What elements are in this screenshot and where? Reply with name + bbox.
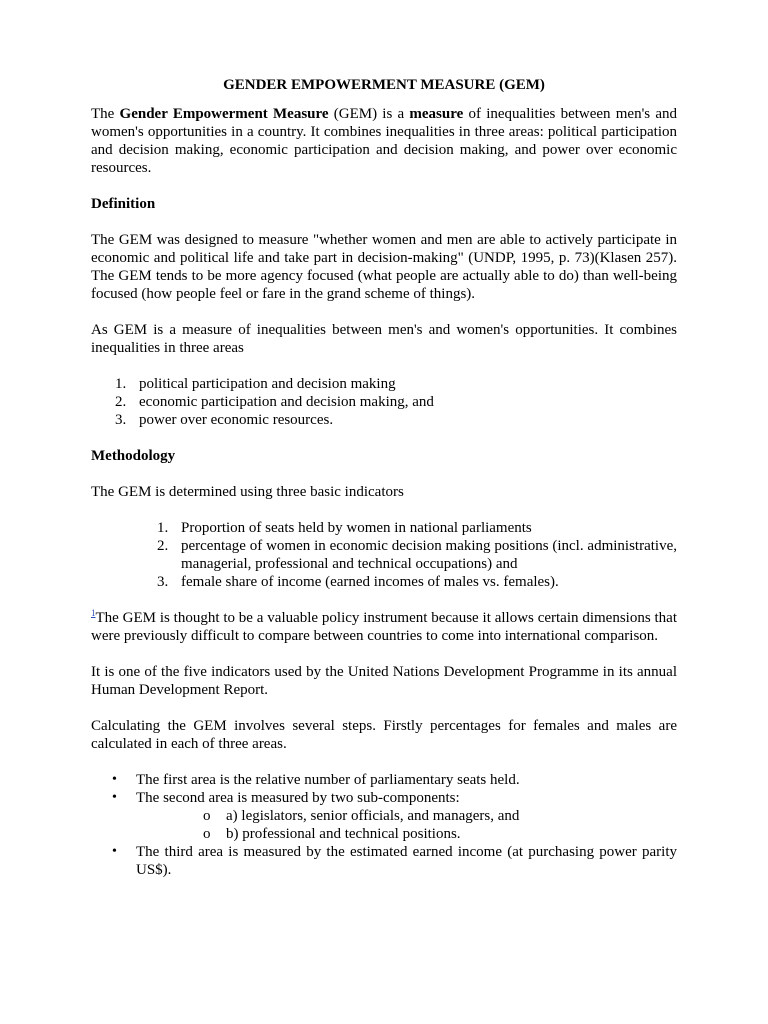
list-item-text: power over economic resources.: [139, 412, 334, 428]
list-item: [91, 771, 677, 789]
list-number: 2.: [115, 394, 127, 410]
intro-text: (GEM) is a: [328, 106, 410, 122]
bullet-icon: •: [112, 772, 117, 787]
methodology-heading: Methodology: [91, 448, 176, 464]
list-item: [91, 375, 677, 393]
list-item-text: female share of income (earned incomes of males vs. females).: [181, 574, 559, 590]
definition-paragraph: The GEM was designed to measure "whether women and men are able to actively participate in economic and political life and take part in decision-making" (UNDP, 1995, p. 73)(Klasen 257). The GEM tends to be more agency focused (what people are actually able to do) than well-being focused (how people feel or fare in the grand scheme of things).: [91, 232, 677, 302]
page-title: GENDER EMPOWERMENT MEASURE (GEM): [223, 77, 545, 93]
list-item-text: The first area is the relative number of parliamentary seats held.: [136, 772, 520, 788]
intro-text: of inequalities between men's and women's opportunities in a country. It combines inequalities in three areas: political participation and decision making, economic participation and decision making, and power over economic resources.: [91, 106, 678, 176]
calculation-paragraph: Calculating the GEM involves several steps. Firstly percentages for females and males are calculated in each of three areas.: [91, 718, 677, 752]
definition-list: [91, 375, 677, 429]
policy-text: The GEM is thought to be a valuable policy instrument because it allows certain dimensions that were previously difficult to compare between countries to come into international comparison.: [91, 610, 677, 644]
undp-paragraph: It is one of the five indicators used by the United Nations Development Programme in its annual Human Development Report.: [91, 664, 677, 698]
list-item-text: Proportion of seats held by women in national parliaments: [181, 520, 532, 536]
list-item: [91, 789, 677, 843]
list-number: 1.: [157, 520, 169, 536]
list-item: [91, 843, 677, 879]
list-item-text: b) professional and technical positions.: [226, 826, 461, 842]
list-item: [91, 537, 677, 573]
list-item: [91, 393, 677, 411]
area-bullet-list: [91, 771, 677, 879]
list-item: [91, 519, 677, 537]
sub-list-item: [181, 807, 677, 825]
list-item: [91, 411, 677, 429]
definition-heading: Definition: [91, 196, 156, 212]
intro-bold-term: Gender Empowerment Measure: [119, 106, 329, 122]
intro-paragraph: [91, 105, 677, 177]
indicator-list: [91, 519, 677, 591]
list-number: 1.: [115, 376, 127, 392]
bullet-icon: •: [112, 844, 117, 859]
footnote-link[interactable]: 1: [91, 608, 96, 618]
sub-list-item: [181, 825, 677, 843]
list-item-text: The third area is measured by the estimated earned income (at purchasing power parity US$).: [136, 844, 677, 878]
list-item-text: The second area is measured by two sub-components:: [136, 790, 460, 806]
intro-bold-term: measure: [409, 106, 464, 122]
list-item: [91, 573, 677, 591]
list-number: 3.: [115, 412, 127, 428]
list-number: 3.: [157, 574, 169, 590]
document-body: [91, 76, 677, 879]
sub-bullet-icon: o: [203, 826, 211, 842]
policy-paragraph: [91, 609, 677, 645]
list-item-text: percentage of women in economic decision making positions (incl. administrative, managerial, professional and technical occupations) and: [181, 538, 677, 572]
bullet-icon: •: [112, 790, 117, 805]
sub-bullet-list: [136, 807, 677, 843]
intro-text: The: [91, 106, 120, 122]
definition-paragraph-2: As GEM is a measure of inequalities between men's and women's opportunities. It combines inequalities in three areas: [91, 322, 677, 356]
methodology-paragraph: The GEM is determined using three basic indicators: [91, 484, 404, 500]
list-number: 2.: [157, 538, 169, 554]
list-item-text: political participation and decision making: [139, 376, 396, 392]
list-item-text: a) legislators, senior officials, and managers, and: [226, 808, 520, 824]
list-item-text: economic participation and decision making, and: [139, 394, 434, 410]
sub-bullet-icon: o: [203, 808, 211, 824]
